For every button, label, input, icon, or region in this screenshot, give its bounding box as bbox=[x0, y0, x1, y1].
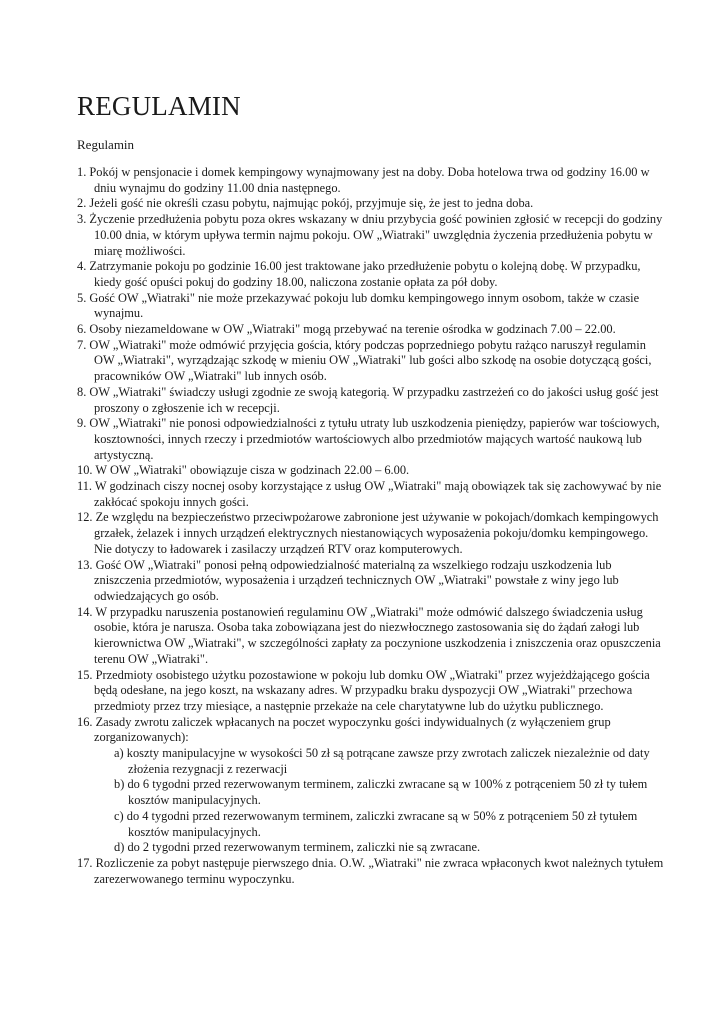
rule-item bbox=[77, 291, 667, 322]
rule-text: OW „Wiatraki" nie ponosi odpowiedzialności z tytułu utraty lub uszkodzenia pieniędzy, papierów war tościowych, kosztowności, innych rzeczy i przedmiotów wartościowych albo przedmiotów mających wartość naukową lub artystyczną. bbox=[89, 416, 660, 462]
rule-number: 16. bbox=[77, 714, 93, 729]
rule-number: 14. bbox=[77, 604, 93, 619]
subitem-label: d) bbox=[114, 840, 125, 855]
document-subtitle: Regulamin bbox=[77, 137, 135, 152]
rule-item bbox=[77, 856, 667, 887]
rule-text: W godzinach ciszy nocnej osoby korzystające z usług OW „Wiatraki" mają obowiązek tak się zachowywać by nie zakłócać spokoju innych gości. bbox=[94, 479, 662, 509]
rule-number: 9. bbox=[77, 416, 87, 431]
rule-text: Życzenie przedłużenia pobytu poza okres wskazany w dniu przybycia gość powinien zgłosić w recepcji do godziny 10.00 dnia, w którym upływa termin najmu pokoju. OW „Wiatraki" uwzględnia życzenia przedłużenia pobytu w miarę możliwości. bbox=[89, 212, 663, 258]
rule-number: 17. bbox=[77, 855, 93, 870]
rule-item bbox=[77, 165, 667, 196]
rule-text: Zasady zwrotu zaliczek wpłacanych na poczet wypoczynku gości indywidualnych (z wyłączeniem grup zorganizowanych): bbox=[94, 714, 611, 745]
rule-text: Pokój w pensjonacie i domek kempingowy wynajmowany jest na doby. Doba hotelowa trwa od godziny 16.00 w dniu wynajmu do godziny 11.00 dnia następnego. bbox=[89, 165, 650, 195]
rule-text: Rozliczenie za pobyt następuje pierwszego dnia. O.W. „Wiatraki" nie zwraca wpłaconych kwot należnych tytułem zarezerwowanego terminu wypoczynku. bbox=[94, 855, 664, 886]
rule-text: Gość OW „Wiatraki" nie może przekazywać pokoju lub domku kempingowego innym osobom, także w czasie wynajmu. bbox=[89, 290, 640, 321]
rule-number: 15. bbox=[77, 667, 93, 682]
rule-number: 13. bbox=[77, 557, 93, 572]
rule-number: 6. bbox=[77, 322, 87, 337]
rule-number: 1. bbox=[77, 165, 87, 179]
rule-text: OW „Wiatraki" świadczy usługi zgodnie ze swoją kategorią. W przypadku zastrzeżeń co do jakości usług gość jest proszony o zgłoszenie ich w recepcji. bbox=[89, 384, 659, 415]
rule-item bbox=[77, 385, 667, 416]
rule-item bbox=[77, 338, 667, 385]
rule-number: 2. bbox=[77, 196, 87, 211]
rule-text: W przypadku naruszenia postanowień regulaminu OW „Wiatraki" może odmówić dalszego świadczenia usług osobie, która je narusza. Osoba taka zobowiązana jest do niezwłocznego zastosowania się do żądań załogi lub kierownictwa OW „Wiatraki", w szczególności zapłaty za poczynione uszkodzenia i zniszczenia oraz opuszczenia terenu OW „Wiatraki". bbox=[94, 604, 661, 666]
refund-subitem bbox=[94, 840, 667, 856]
subitem-label: a) bbox=[114, 746, 124, 761]
rule-item bbox=[77, 715, 667, 856]
rule-text: Gość OW „Wiatraki" ponosi pełną odpowiedzialność materialną za wszelkiego rodzaju uszkodzenia lub zniszczenia przedmiotów, wyposażenia i urządzeń technicznych OW „Wiatraki" powstałe z winy jego lub odwiedzających go osób. bbox=[94, 557, 619, 603]
refund-subitem bbox=[94, 777, 667, 808]
refund-subitem bbox=[94, 746, 667, 777]
rule-text: W OW „Wiatraki" obowiązuje cisza w godzinach 22.00 – 6.00. bbox=[95, 463, 410, 478]
subitem-label: c) bbox=[114, 808, 124, 823]
rule-text: Osoby niezameldowane w OW „Wiatraki" mogą przebywać na terenie ośrodka w godzinach 7.00 – 22.00. bbox=[89, 322, 616, 337]
refund-subitem bbox=[94, 809, 667, 840]
rule-item bbox=[77, 463, 667, 479]
rule-item bbox=[77, 558, 667, 605]
subitem-label: b) bbox=[114, 777, 125, 792]
rule-item bbox=[77, 668, 667, 715]
rule-text: Przedmioty osobistego użytku pozostawione w pokoju lub domku OW „Wiatraki" przez wyjeżdżającego gościa będą odesłane, na jego koszt, na wskazany adres. W przypadku braku dyspozycji OW „Wiatraki" przechowa przedmioty przez trzy miesiące, a następnie przekaże na cele charytatywne lub do użytku publicznego. bbox=[94, 667, 650, 713]
subitem-text: koszty manipulacyjne w wysokości 50 zł są potrącane zawsze przy zwrotach zaliczek niezależnie od daty złożenia rezygnacji z rezerwacji bbox=[126, 746, 650, 776]
rule-text: Ze względu na bezpieczeństwo przeciwpożarowe zabronione jest używanie w pokojach/domkach kempingowych grzałek, żelazek i innych urządzeń elektrycznych niestanowiących wyposażenia pokoju/domku kempingowego. Nie dotyczy to ładowarek i zasilaczy urządzeń RTV oraz komputerowych. bbox=[94, 510, 659, 556]
rule-text: Jeżeli gość nie określi czasu pobytu, najmując pokój, przyjmuje się, że jest to jedna doba. bbox=[89, 196, 534, 211]
rule-item bbox=[77, 510, 667, 557]
rule-item bbox=[77, 605, 667, 668]
rule-number: 4. bbox=[77, 259, 87, 274]
document-title: REGULAMIN bbox=[77, 91, 241, 121]
rule-number: 11. bbox=[77, 479, 93, 494]
rule-number: 8. bbox=[77, 384, 87, 399]
rule-item bbox=[77, 322, 667, 338]
rule-number: 12. bbox=[77, 510, 93, 525]
subitem-text: do 6 tygodni przed rezerwowanym terminem, zaliczki zwracane są w 100% z potrąceniem 50 zł ty tułem kosztów manipulacyjnych. bbox=[127, 777, 648, 808]
subitem-text: do 2 tygodni przed rezerwowanym terminem, zaliczki nie są zwracane. bbox=[127, 840, 481, 855]
rule-number: 7. bbox=[77, 337, 87, 352]
rule-item bbox=[77, 416, 667, 463]
subitem-text: do 4 tygodni przed rezerwowanym terminem, zaliczki zwracane są w 50% z potrąceniem 50 zł tytułem kosztów manipulacyjnych. bbox=[126, 808, 638, 839]
rule-item bbox=[77, 196, 667, 212]
rule-item bbox=[77, 212, 667, 259]
rule-text: OW „Wiatraki" może odmówić przyjęcia gościa, który podczas poprzedniego pobytu rażąco naruszył regulamin OW „Wiatraki", wyrządzając szkodę w mieniu OW „Wiatraki" lub gości albo szkodę na osobie dotyczącą gości, pracowników OW „Wiatraki" lub innych osób. bbox=[89, 337, 652, 384]
rule-item bbox=[77, 479, 667, 510]
rule-item bbox=[77, 259, 667, 290]
rule-number: 10. bbox=[77, 463, 93, 478]
rule-number: 5. bbox=[77, 290, 87, 305]
rule-number: 3. bbox=[77, 212, 87, 227]
rule-text: Zatrzymanie pokoju po godzinie 16.00 jest traktowane jako przedłużenie pobytu o kolejną dobę. W przypadku, kiedy gość opuści pokuj do godziny 18.00, naliczona zostanie opłata za pół doby. bbox=[89, 259, 641, 289]
refund-sublist bbox=[94, 746, 667, 856]
rules-list bbox=[77, 165, 667, 887]
